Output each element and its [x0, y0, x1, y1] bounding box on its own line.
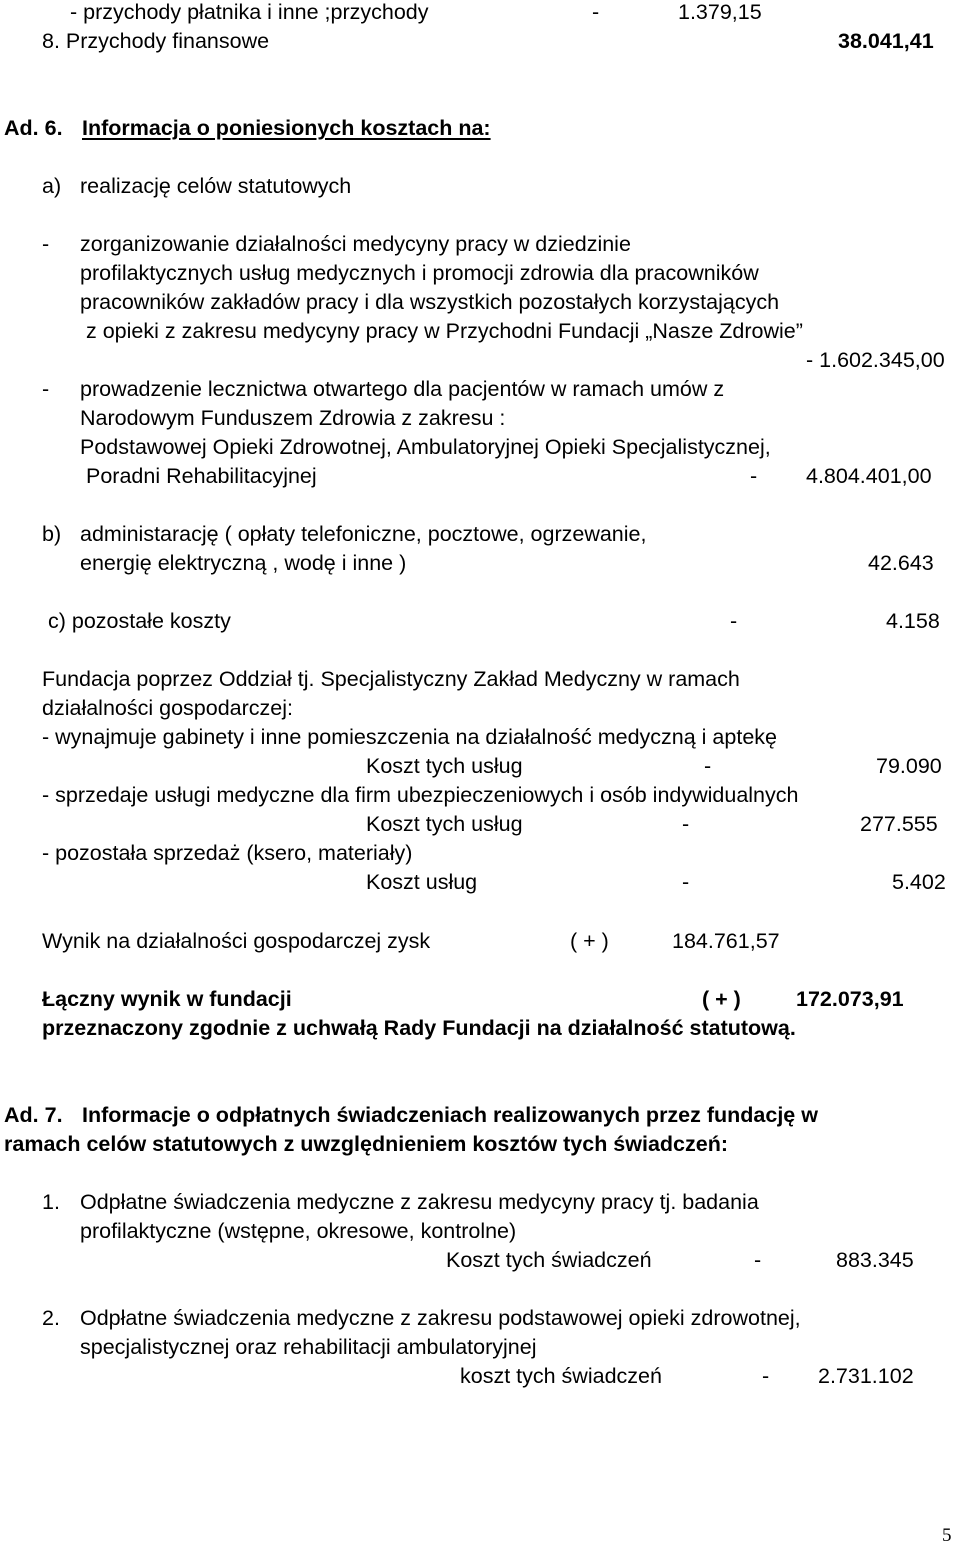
revenue-line-payer: - przychody płatnika i inne ;przychody: [70, 0, 429, 24]
total-result-purpose: przeznaczony zgodnie z uchwałą Rady Fundacji na działalność statutową.: [42, 1016, 796, 1040]
gosp-sales-cost-dash: -: [682, 812, 690, 836]
ad6-item2-amount: 4.804.401,00: [806, 464, 932, 488]
ad7-p1-line2: profilaktyczne (wstępne, okresowe, kontrolne): [80, 1219, 517, 1243]
ad7-p1-cost-amount: 883.345: [836, 1248, 914, 1272]
ad7-title: Informacje o odpłatnych świadczeniach realizowanych przez fundację w: [82, 1103, 818, 1127]
gosp-sales-cost-label: Koszt tych usług: [366, 812, 523, 836]
ad6-a-text: realizację celów statutowych: [80, 174, 352, 198]
ad7-number: Ad. 7.: [4, 1103, 63, 1127]
gosp-rental-cost-dash: -: [704, 754, 712, 778]
ad7-p2-line2: specjalistycznej oraz rehabilitacji ambulatoryjnej: [80, 1335, 537, 1359]
ad6-item2-dash2: -: [750, 464, 758, 488]
ad6-c-dash: -: [730, 609, 738, 633]
ad7-p1-line1: Odpłatne świadczenia medyczne z zakresu medycyny pracy tj. badania: [80, 1190, 759, 1214]
ad6-b-line1: administarację ( opłaty telefoniczne, pocztowe, ogrzewanie,: [80, 522, 647, 546]
ad7-title-line2: ramach celów statutowych z uwzględnieniem kosztów tych świadczeń:: [4, 1132, 728, 1156]
ad6-b-amount: 42.643: [868, 551, 934, 575]
ad6-c-amount: 4.158: [886, 609, 940, 633]
gosp-rental-cost-amount: 79.090: [876, 754, 942, 778]
ad6-item1-dash: -: [42, 232, 50, 256]
revenue-line-payer-dash: -: [592, 0, 600, 24]
gosp-other-cost-amount: 5.402: [892, 870, 946, 894]
gosp-sales-cost-amount: 277.555: [860, 812, 938, 836]
total-result-amount: 172.073,91: [796, 987, 904, 1011]
ad7-p2-line1: Odpłatne świadczenia medyczne z zakresu podstawowej opieki zdrowotnej,: [80, 1306, 801, 1330]
ad7-p1-number: 1.: [42, 1190, 60, 1214]
gosp-sales-line: - sprzedaje usługi medyczne dla firm ubezpieczeniowych i osób indywidualnych: [42, 783, 799, 807]
ad6-a-label: a): [42, 174, 62, 198]
ad6-b-line2: energię elektryczną , wodę i inne ): [80, 551, 407, 575]
ad6-item2-line3: Podstawowej Opieki Zdrowotnej, Ambulatoryjnej Opieki Specjalistycznej,: [80, 435, 771, 459]
gosp-other-line: - pozostała sprzedaż (ksero, materiały): [42, 841, 413, 865]
ad7-p2-cost-amount: 2.731.102: [818, 1364, 914, 1388]
ad7-p1-cost-label: Koszt tych świadczeń: [446, 1248, 652, 1272]
ad7-p2-number: 2.: [42, 1306, 60, 1330]
ad6-number: Ad. 6.: [4, 116, 63, 140]
revenue-line-financial-amount: 38.041,41: [838, 29, 934, 53]
gosp-other-cost-label: Koszt usług: [366, 870, 478, 894]
ad6-b-label: b): [42, 522, 62, 546]
gosp-rental-line: - wynajmuje gabinety i inne pomieszczenia na działalność medyczną i aptekę: [42, 725, 777, 749]
ad6-item2-line4: Poradni Rehabilitacyjnej: [86, 464, 317, 488]
ad6-item2-dash: -: [42, 377, 50, 401]
page-number: 5: [942, 1525, 952, 1546]
business-result-amount: 184.761,57: [672, 929, 780, 953]
ad6-item1-line4: z opieki z zakresu medycyny pracy w Przychodni Fundacji „Nasze Zdrowie”: [86, 319, 803, 343]
ad6-item1-line2: profilaktycznych usług medycznych i promocji zdrowia dla pracowników: [80, 261, 759, 285]
revenue-line-payer-amount: 1.379,15: [678, 0, 762, 24]
gosp-line2: działalności gospodarczej:: [42, 696, 293, 720]
business-result-sign: ( + ): [570, 929, 609, 953]
ad6-c-text: c) pozostałe koszty: [48, 609, 231, 633]
business-result-label: Wynik na działalności gospodarczej zysk: [42, 929, 431, 953]
ad6-item1-line1: zorganizowanie działalności medycyny pracy w dziedzinie: [80, 232, 631, 256]
ad6-item1-amount: - 1.602.345,00: [806, 348, 945, 372]
ad6-title: Informacja o poniesionych kosztach na:: [82, 116, 491, 140]
ad6-item1-line3: pracowników zakładów pracy i dla wszystkich pozostałych korzystających: [80, 290, 780, 314]
ad7-p2-cost-dash: -: [762, 1364, 770, 1388]
ad6-item2-line2: Narodowym Funduszem Zdrowia z zakresu :: [80, 406, 506, 430]
total-result-label: Łączny wynik w fundacji: [42, 987, 292, 1011]
ad7-p2-cost-label: koszt tych świadczeń: [460, 1364, 662, 1388]
total-result-sign: ( + ): [702, 987, 741, 1011]
gosp-other-cost-dash: -: [682, 870, 690, 894]
revenue-line-financial: 8. Przychody finansowe: [42, 29, 270, 53]
ad7-p1-cost-dash: -: [754, 1248, 762, 1272]
ad6-item2-line1: prowadzenie lecznictwa otwartego dla pacjentów w ramach umów z: [80, 377, 725, 401]
gosp-rental-cost-label: Koszt tych usług: [366, 754, 523, 778]
gosp-line1: Fundacja poprzez Oddział tj. Specjalistyczny Zakład Medyczny w ramach: [42, 667, 740, 691]
